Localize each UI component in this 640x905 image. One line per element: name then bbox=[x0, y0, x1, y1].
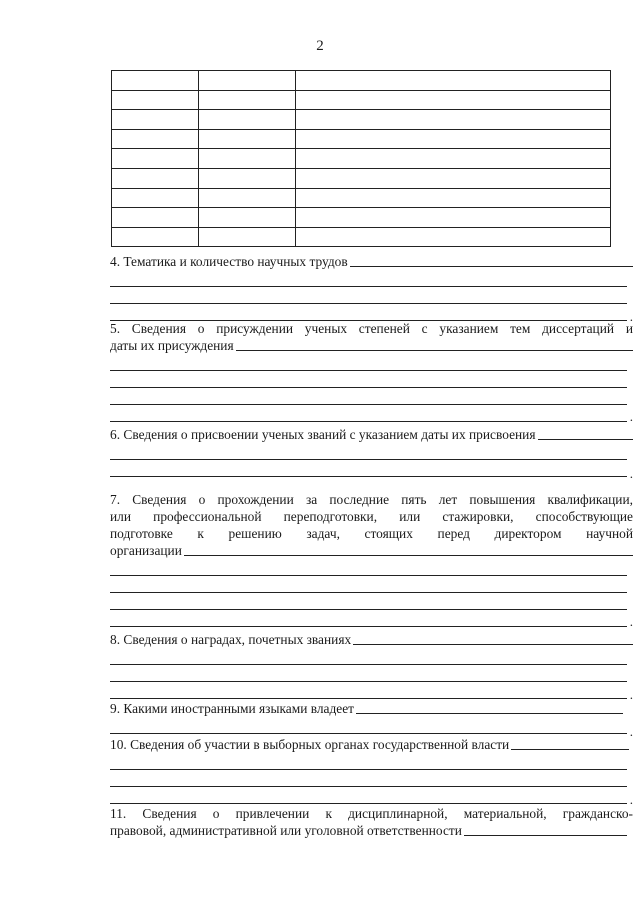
field-label: 8. Сведения о наградах, почетных званиях bbox=[110, 632, 352, 647]
table-row bbox=[112, 90, 611, 110]
end-period: . bbox=[629, 724, 633, 739]
field-label: 9. Какими иностранными языками владеет bbox=[110, 701, 355, 716]
blank-line[interactable] bbox=[110, 461, 627, 477]
end-period: . bbox=[629, 687, 633, 702]
table-cell[interactable] bbox=[199, 188, 296, 208]
field-label-row bbox=[110, 822, 633, 839]
section-8 bbox=[110, 631, 633, 702]
blank-line[interactable] bbox=[110, 611, 627, 627]
table-cell[interactable] bbox=[112, 208, 199, 228]
table-cell[interactable] bbox=[199, 149, 296, 169]
fill-line bbox=[236, 350, 633, 351]
fill-line bbox=[353, 644, 633, 645]
field-label-row bbox=[110, 508, 633, 525]
table-row bbox=[112, 188, 611, 208]
section-6 bbox=[110, 426, 633, 489]
table-cell[interactable] bbox=[296, 129, 611, 149]
table-cell[interactable] bbox=[296, 149, 611, 169]
table-cell[interactable] bbox=[112, 90, 199, 110]
section-7 bbox=[110, 491, 633, 629]
fill-line bbox=[464, 835, 627, 836]
table-cell[interactable] bbox=[199, 71, 296, 91]
end-period: . bbox=[629, 309, 633, 324]
table-cell[interactable] bbox=[112, 149, 199, 169]
end-period: . bbox=[629, 409, 633, 424]
table-row bbox=[112, 71, 611, 91]
field-label-row bbox=[110, 631, 633, 648]
blank-line[interactable] bbox=[110, 594, 627, 610]
end-period: . bbox=[629, 792, 633, 807]
blank-line[interactable] bbox=[110, 666, 627, 682]
field-label: правовой, административной или уголовной ответственности bbox=[110, 823, 462, 838]
table-row bbox=[112, 129, 611, 149]
blank-line[interactable] bbox=[110, 271, 627, 287]
field-label: 11. Сведения о привлечении к дисциплинарной, материальной, гражданско- bbox=[110, 806, 633, 821]
field-label-row bbox=[110, 320, 633, 337]
field-label: 6. Сведения о присвоении ученых званий с указанием даты их присвоения bbox=[110, 427, 536, 442]
blank-line[interactable] bbox=[110, 406, 627, 422]
end-period: . bbox=[629, 466, 633, 481]
section-10 bbox=[110, 736, 633, 807]
fill-line bbox=[356, 713, 623, 714]
table-cell[interactable] bbox=[199, 110, 296, 130]
field-label-row bbox=[110, 253, 633, 270]
field-label: 10. Сведения об участии в выборных органах государственной власти bbox=[110, 737, 510, 752]
field-label-row bbox=[110, 337, 633, 354]
data-table bbox=[111, 70, 611, 247]
table-cell[interactable] bbox=[296, 90, 611, 110]
table-cell[interactable] bbox=[199, 129, 296, 149]
blank-line[interactable] bbox=[110, 577, 627, 593]
section-5 bbox=[110, 320, 633, 422]
table-row bbox=[112, 149, 611, 169]
field-label: 7. Сведения о прохождении за последние пять лет повышения квалификации, bbox=[110, 492, 633, 507]
table-cell[interactable] bbox=[112, 227, 199, 247]
blank-line[interactable] bbox=[110, 718, 627, 734]
field-label-row bbox=[110, 525, 633, 542]
table-row bbox=[112, 168, 611, 188]
table-cell[interactable] bbox=[296, 188, 611, 208]
blank-line[interactable] bbox=[110, 305, 627, 321]
blank-line[interactable] bbox=[110, 560, 627, 576]
fill-line bbox=[184, 555, 633, 556]
table-cell[interactable] bbox=[199, 227, 296, 247]
end-period: . bbox=[629, 614, 633, 629]
table-cell[interactable] bbox=[296, 71, 611, 91]
field-label-row bbox=[110, 542, 633, 559]
field-label-row bbox=[110, 736, 633, 753]
fill-line bbox=[350, 266, 633, 267]
blank-line[interactable] bbox=[110, 754, 627, 770]
table-cell[interactable] bbox=[199, 208, 296, 228]
field-label: 5. Сведения о присуждении ученых степеней с указанием тем диссертаций и bbox=[110, 321, 633, 336]
table-cell[interactable] bbox=[296, 227, 611, 247]
table-cell[interactable] bbox=[296, 208, 611, 228]
table-cell[interactable] bbox=[112, 129, 199, 149]
blank-line[interactable] bbox=[110, 683, 627, 699]
field-label: 4. Тематика и количество научных трудов bbox=[110, 254, 348, 269]
table-row bbox=[112, 227, 611, 247]
table-row bbox=[112, 208, 611, 228]
fill-line bbox=[538, 439, 634, 440]
field-label-row bbox=[110, 426, 633, 443]
page-number: 2 bbox=[316, 38, 324, 54]
field-label-row bbox=[110, 700, 633, 717]
blank-line[interactable] bbox=[110, 372, 627, 388]
field-label: или профессиональной переподготовки, или стажировки, способствующие bbox=[110, 509, 633, 524]
blank-line[interactable] bbox=[110, 389, 627, 405]
section-11 bbox=[110, 805, 633, 845]
blank-line[interactable] bbox=[110, 788, 627, 804]
table-cell[interactable] bbox=[112, 168, 199, 188]
table-cell[interactable] bbox=[112, 71, 199, 91]
blank-line[interactable] bbox=[110, 771, 627, 787]
field-label-row bbox=[110, 491, 633, 508]
field-label: организации bbox=[110, 543, 182, 558]
blank-line[interactable] bbox=[110, 444, 627, 460]
table-cell[interactable] bbox=[112, 110, 199, 130]
table-cell[interactable] bbox=[199, 168, 296, 188]
blank-line[interactable] bbox=[110, 288, 627, 304]
fill-line bbox=[511, 749, 629, 750]
section-4 bbox=[110, 253, 633, 324]
table-row bbox=[112, 110, 611, 130]
field-label: подготовке к решению задач, стоящих перед директором научной bbox=[110, 526, 633, 541]
field-label: даты их присуждения bbox=[110, 338, 234, 353]
table-cell[interactable] bbox=[199, 90, 296, 110]
blank-line[interactable] bbox=[110, 649, 627, 665]
table-cell[interactable] bbox=[112, 188, 199, 208]
blank-line[interactable] bbox=[110, 355, 627, 371]
field-label-row bbox=[110, 805, 633, 822]
table-cell[interactable] bbox=[296, 110, 611, 130]
table-cell[interactable] bbox=[296, 168, 611, 188]
section-9 bbox=[110, 700, 633, 739]
